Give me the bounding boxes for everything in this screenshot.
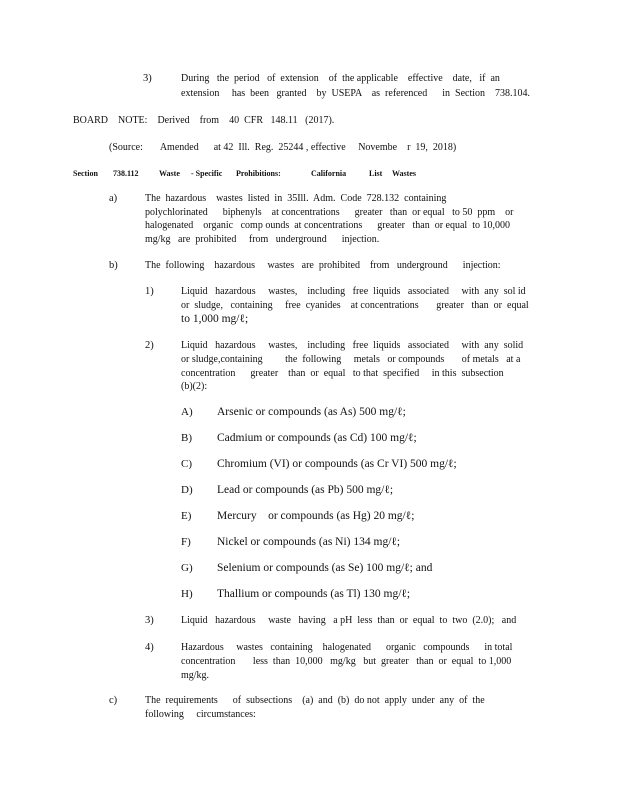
metal-d-text: Lead or compounds (as Pb) 500 mg/ℓ; [217,484,394,496]
board-note: BOARD NOTE: Derived from 40 CFR 148.11 (2017). [73,115,335,126]
item-3-top-line-2: extension has been granted by USEPA as referenced in Section 738.104. [181,88,531,99]
metal-d-label: D) [181,484,193,496]
subsection-c-label: c) [109,695,118,706]
subsection-a-line-3: halogenated organic comp ounds at concentrations greater than or equal to 10,000 [145,220,510,231]
metal-e-label: E) [181,510,192,522]
source-note: (Source: Amended at 42 Ill. Reg. 25244 , effective Novembe r 19, 2018) [109,142,457,153]
section-title-word-6: Wastes [392,169,416,178]
subsection-a-line-2: polychlorinated biphenyls at concentrations greater than or equal to 50 ppm or [145,207,514,218]
item-4-line-2: concentration less than 10,000 mg/kg but greater than or equal to 1,000 [181,656,512,667]
section-title-word-5: List [369,169,383,178]
metal-c-text: Chromium (VI) or compounds (as Cr VI) 500 mg/ℓ; [217,458,457,470]
subsection-b-label: b) [109,260,118,271]
item-2-line-3: concentration greater than or equal to that specified in this subsection [181,368,504,379]
section-number: 738.112 [113,169,139,178]
section-label: Section [73,169,98,178]
subsection-a-line-1: The hazardous wastes listed in 35Ill. Adm. Code 728.132 containing [145,193,447,204]
item-1-number: 1) [145,286,154,297]
section-title-word-3: Prohibitions: [236,169,281,178]
metal-g-label: G) [181,562,193,574]
subsection-b-line: The following hazardous wastes are prohibited from underground injection: [145,260,501,271]
subsection-a-label: a) [109,193,118,204]
item-1-line-2: or sludge, containing free cyanides at concentrations greater than or equal [181,300,529,311]
metal-h-label: H) [181,588,193,600]
item-1-line-1: Liquid hazardous wastes, including free liquids associated with any sol id [181,286,526,297]
metal-b-text: Cadmium or compounds (as Cd) 100 mg/ℓ; [217,432,417,444]
section-title-word-4: California [311,169,347,178]
section-title-word-2: - Specific [191,169,223,178]
metal-c-label: C) [181,458,192,470]
metal-e-text: Mercury or compounds (as Hg) 20 mg/ℓ; [217,510,415,522]
item-2-number: 2) [145,340,154,351]
subsection-c-line-2: following circumstances: [145,709,256,720]
item-2-line-1: Liquid hazardous wastes, including free liquids associated with any solid [181,340,524,351]
metal-g-text: Selenium or compounds (as Se) 100 mg/ℓ; and [217,562,433,574]
item-3-number: 3) [145,615,154,626]
item-3-top-line-1: During the period of extension of the applicable effective date, if an [181,73,500,84]
item-3-line: Liquid hazardous waste having a pH less than or equal to two (2.0); and [181,615,517,626]
item-4-number: 4) [145,642,154,653]
item-2-line-4: (b)(2): [181,381,208,392]
item-4-line-1: Hazardous wastes containing halogenated organic compounds in total [181,642,513,653]
subsection-c-line-1: The requirements of subsections (a) and (b) do not apply under any of the [145,695,485,706]
metal-a-label: A) [181,406,193,418]
metal-a-text: Arsenic or compounds (as As) 500 mg/ℓ; [217,406,406,418]
item-4-line-3: mg/kg. [181,670,210,681]
metal-f-text: Nickel or compounds (as Ni) 134 mg/ℓ; [217,536,401,548]
metal-f-label: F) [181,536,191,548]
item-3-top-number: 3) [143,73,152,84]
item-1-line-3: to 1,000 mg/ℓ; [181,313,249,325]
metal-h-text: Thallium or compounds (as Tl) 130 mg/ℓ; [217,588,411,600]
item-2-line-2: or sludge,containing the following metals or compounds of metals at a [181,354,521,365]
subsection-a-line-4: mg/kg are prohibited from underground injection. [145,234,380,245]
metal-b-label: B) [181,432,192,444]
section-title-word-1: Waste [159,169,180,178]
